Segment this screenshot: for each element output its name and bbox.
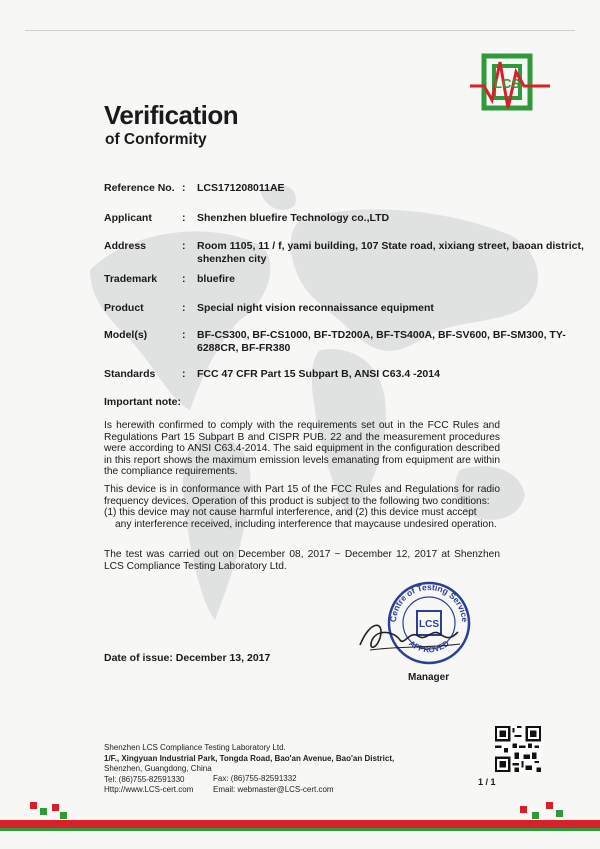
lcs-logo — [470, 48, 550, 118]
stamp-bottom-text: APPROVED — [407, 638, 451, 655]
field-label: Applicant — [104, 212, 152, 224]
field-colon: : — [182, 329, 186, 341]
world-map-watermark — [70, 150, 570, 670]
title-verification: Verification — [104, 100, 239, 130]
field-colon: : — [182, 240, 186, 252]
field-value: bluefire — [197, 273, 235, 285]
decor-square — [30, 802, 37, 809]
decor-square — [556, 810, 563, 817]
field-label: Trademark — [104, 273, 158, 285]
note-condition: (1) this device may not cause harmful interference, and (2) this device must accept — [104, 507, 477, 519]
footer-tel: Tel: (86)755-82591330 — [104, 774, 185, 784]
decor-square — [52, 804, 59, 811]
decor-square — [520, 806, 527, 813]
decor-square — [532, 812, 539, 819]
field-colon: : — [182, 302, 186, 314]
field-value: FCC 47 CFR Part 15 Subpart B, ANSI C63.4 -2014 — [197, 368, 440, 380]
important-note-title: Important note: — [104, 396, 181, 408]
field-value: Shenzhen bluefire Technology co.,LTD — [197, 212, 390, 224]
footer-red-bar — [0, 820, 600, 828]
footer-email: Email: webmaster@LCS-cert.com — [213, 784, 334, 794]
note-paragraph-2 — [104, 484, 500, 530]
manager-label: Manager — [408, 672, 450, 683]
decor-square — [60, 812, 67, 819]
decor-square — [546, 802, 553, 809]
footer-company: Shenzhen LCS Compliance Testing Laboratory Ltd. — [104, 743, 286, 752]
top-border-line — [25, 30, 575, 31]
field-colon: : — [182, 368, 186, 380]
field-value: Room 1105, 11 / f, yami building, 107 State road, xixiang street, baoan district, shenzhen city — [197, 240, 584, 265]
note-text: The test was carried out on December 08, 2017 ~ December 12, 2017 at Shenzhen LCS Compliance Testing Laboratory Ltd. — [104, 549, 500, 572]
title-of-conformity: of Conformity — [105, 131, 207, 148]
manager-signature — [340, 610, 470, 660]
field-value: BF-CS300, BF-CS1000, BF-TD200A, BF-TS400A, BF-SV600, BF-SM300, TY-6288CR, BF-FR380 — [197, 329, 566, 354]
note-paragraph-3 — [104, 549, 500, 572]
stamp-center-text: LCS — [419, 619, 439, 630]
note-condition: any interference received, including interference that maycause undesired operation. — [115, 518, 497, 530]
footer-contact-right — [213, 774, 334, 795]
note-text: This device is in conformance with Part 15 of the FCC Rules and Regulations for radio frequency devices. Operation of this product is subject to the following two conditions: — [104, 484, 500, 507]
logo-text: LCS — [494, 76, 520, 91]
field-value: Special night vision reconnaissance equipment — [197, 302, 434, 314]
date-of-issue: Date of issue: December 13, 2017 — [104, 652, 271, 664]
field-label: Model(s) — [104, 329, 148, 341]
page-number: 1 / 1 — [478, 777, 496, 787]
field-label: Reference No. — [104, 182, 175, 194]
field-colon: : — [182, 273, 186, 285]
field-value: LCS171208011AE — [197, 182, 285, 194]
qr-code — [495, 726, 541, 772]
footer-fax: Fax: (86)755-82591332 — [213, 774, 297, 783]
field-colon: : — [182, 212, 186, 224]
field-label: Product — [104, 302, 144, 314]
stamp-top-text: Centre of Testing Service — [387, 581, 471, 623]
note-paragraph-1 — [104, 420, 500, 478]
footer-website: Http://www.LCS-cert.com — [104, 785, 194, 794]
note-text: Is herewith confirmed to comply with the requirements set out in the FCC Rules and Regulations Part 15 Subpart B and CISPR PUB. 22 and the measurement procedures were according to ANSI C63.4-2014. The said equipment in the configuration described in this report shows the maximum emission levels emanating from equipment are within the compliance requirements. — [104, 420, 500, 478]
decor-square — [40, 808, 47, 815]
field-label: Address — [104, 240, 147, 252]
footer-address-1: 1/F., Xingyuan Industrial Park, Tongda Road, Bao'an Avenue, Bao'an District, — [104, 753, 395, 763]
field-colon: : — [182, 182, 186, 194]
footer-address-2: Shenzhen, Guangdong, China — [104, 764, 212, 773]
field-label: Standards — [104, 368, 156, 380]
footer-green-bar — [0, 828, 600, 831]
